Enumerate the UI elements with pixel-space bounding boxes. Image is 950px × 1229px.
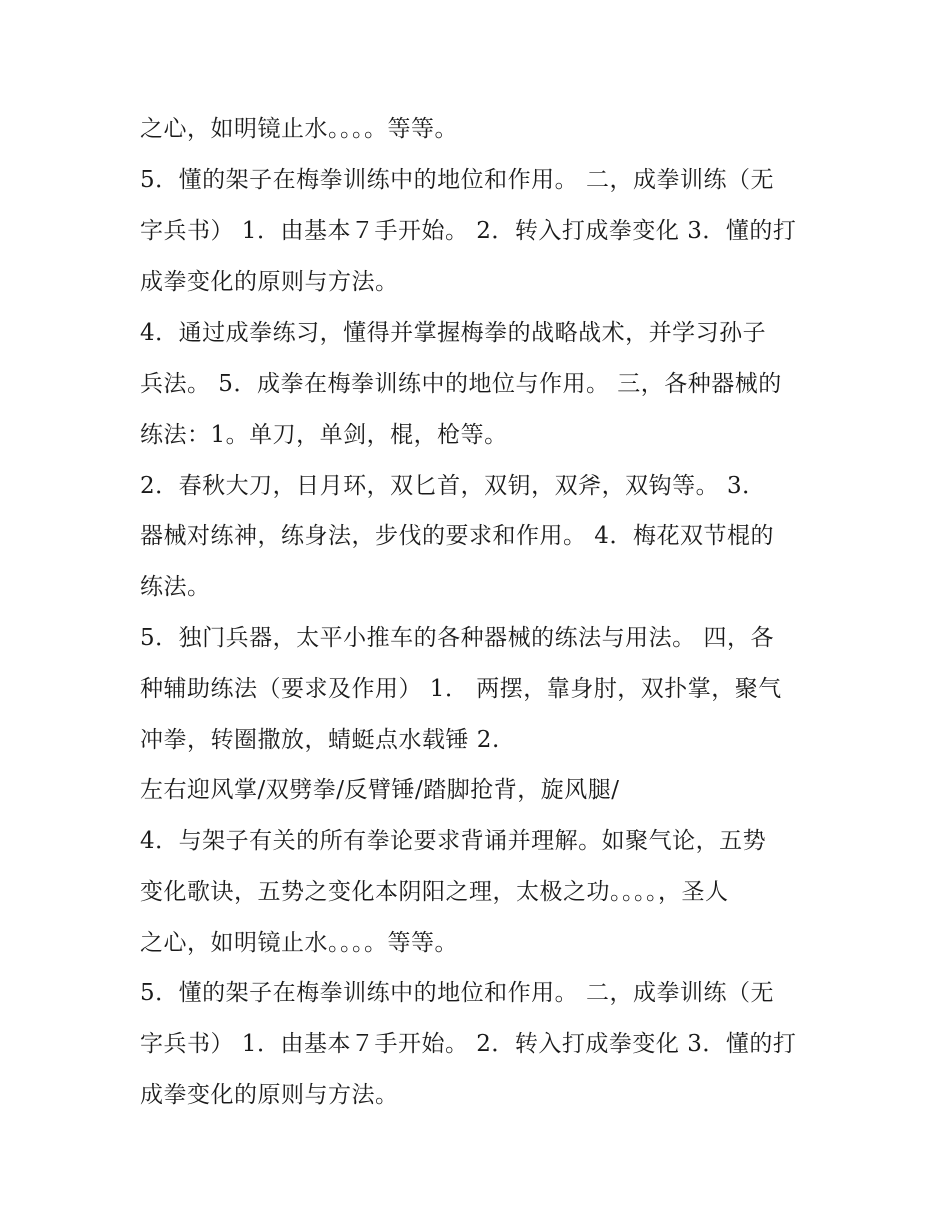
text-line: 兵法。 5．成拳在梅拳训练中的地位与作用。 三，各种器械的 — [140, 371, 782, 397]
text-line: 练法：1。单刀，单剑，棍，枪等。 — [140, 422, 508, 448]
text-line: 2．春秋大刀，日月环，双匕首，双钥，双斧，双钩等。 3． — [140, 473, 766, 499]
text-line: 字兵书） 1．由基本７手开始。 2．转入打成拳变化 3．懂的打 — [140, 218, 797, 244]
text-line: 4．通过成拳练习，懂得并掌握梅拳的战略战术，并学习孙子 — [140, 320, 767, 346]
text-line: 之心，如明镜止水。。。。等等。 — [140, 116, 458, 142]
text-line: 之心，如明镜止水。。。。等等。 — [140, 930, 458, 956]
text-line: 成拳变化的原则与方法。 — [140, 1082, 399, 1108]
text-line: 5．懂的架子在梅拳训练中的地位和作用。 二，成拳训练（无 — [140, 980, 774, 1006]
text-line: 器械对练神，练身法，步伐的要求和作用。 4．梅花双节棍的 — [140, 523, 774, 549]
text-line: 左右迎风掌/双劈拳/反臂锤/踏脚抢背，旋风腿/ — [140, 777, 620, 803]
text-line: 练法。 — [140, 574, 211, 600]
text-line: 成拳变化的原则与方法。 — [140, 269, 399, 295]
text-line: 4．与架子有关的所有拳论要求背诵并理解。如聚气论，五势 — [140, 828, 767, 854]
text-line: 5．懂的架子在梅拳训练中的地位和作用。 二，成拳训练（无 — [140, 167, 774, 193]
text-line: 变化歌诀，五势之变化本阴阳之理，太极之功。。。。，圣人 — [140, 879, 729, 905]
text-line: 种辅助练法（要求及作用） 1． 两摆，靠身肘，双扑掌，聚气 — [140, 676, 782, 702]
text-line: 5．独门兵器，太平小推车的各种器械的练法与用法。 四，各 — [140, 625, 774, 651]
text-line: 冲拳，转圈撒放，蜻蜓点水载锤 2. — [140, 727, 500, 753]
text-line: 字兵书） 1．由基本７手开始。 2．转入打成拳变化 3．懂的打 — [140, 1031, 797, 1057]
